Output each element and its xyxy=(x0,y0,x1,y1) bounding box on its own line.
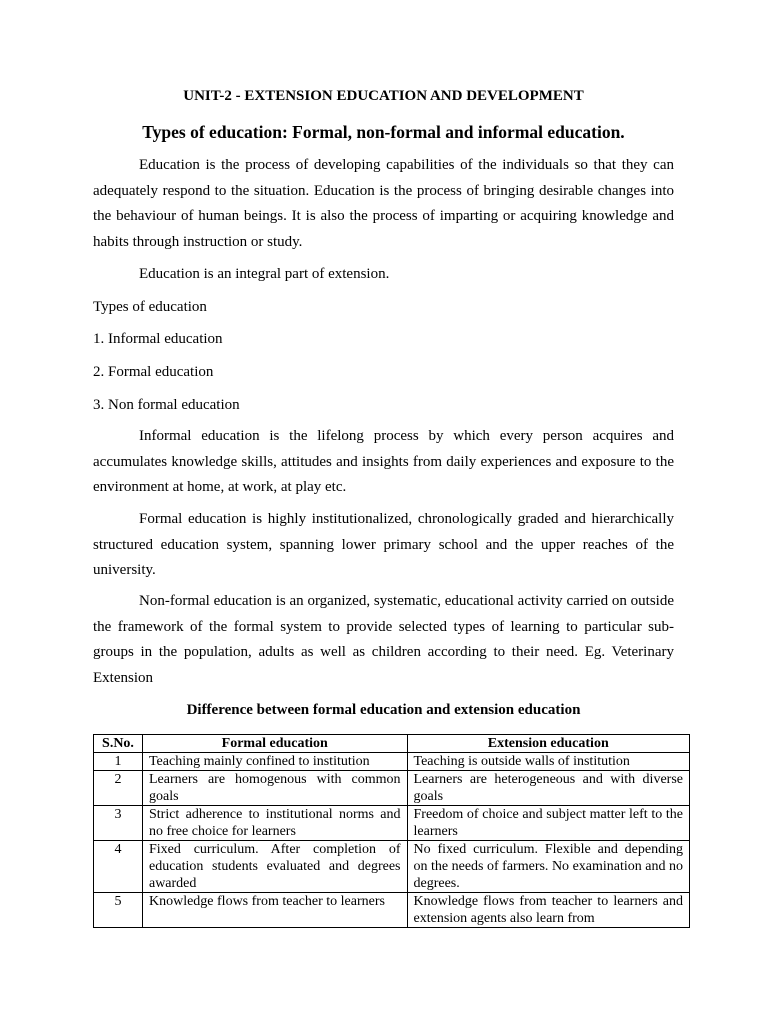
informal-paragraph: Informal education is the lifelong process by which every person acquires and accumulates knowledge skills, attitudes and insights from daily experiences and exposure to the environment at home, at work, at play etc. xyxy=(93,428,674,495)
table-row xyxy=(94,841,690,893)
integral-paragraph: Education is an integral part of extension. xyxy=(139,266,390,282)
formal-paragraph: Formal education is highly institutionalized, chronologically graded and hierarchically structured education system, spanning lower primary school and the upper reaches of the university. xyxy=(93,511,674,578)
cell-extension: Knowledge flows from teacher to learners and extension agents also learn from xyxy=(407,893,690,928)
header-extension: Extension education xyxy=(407,735,690,753)
cell-sno: 2 xyxy=(94,771,143,806)
cell-sno: 3 xyxy=(94,806,143,841)
cell-formal: Fixed curriculum. After completion of education students evaluated and degrees awarded xyxy=(142,841,407,893)
table-header-row xyxy=(94,735,690,753)
intro-paragraph: Education is the process of developing capabilities of the individuals so that they can adequately respond to the situation. Education is the process of bringing desirable changes into the behaviour of human beings. It is also the process of imparting or acquiring knowledge and habits through instruction or study. xyxy=(93,157,674,250)
table-row xyxy=(94,753,690,771)
unit-title: UNIT-2 - EXTENSION EDUCATION AND DEVELOPMENT xyxy=(183,88,584,104)
type-item-3: 3. Non formal education xyxy=(93,397,240,413)
cell-formal: Teaching mainly confined to institution xyxy=(142,753,407,771)
cell-extension: Freedom of choice and subject matter left to the learners xyxy=(407,806,690,841)
type-item-2: 2. Formal education xyxy=(93,364,214,380)
table-row xyxy=(94,771,690,806)
cell-formal: Learners are homogenous with common goals xyxy=(142,771,407,806)
types-heading: Types of education xyxy=(93,299,207,315)
cell-sno: 1 xyxy=(94,753,143,771)
main-title: Types of education: Formal, non-formal and informal education. xyxy=(142,122,625,142)
header-formal: Formal education xyxy=(142,735,407,753)
nonformal-paragraph: Non-formal education is an organized, systematic, educational activity carried on outside the framework of the formal system to provide selected types of learning to particular sub-groups in the population, adults as well as children according to their need. Eg. Veterinary Extension xyxy=(93,593,674,686)
table-row xyxy=(94,893,690,928)
cell-extension: Learners are heterogeneous and with diverse goals xyxy=(407,771,690,806)
cell-extension: Teaching is outside walls of institution xyxy=(407,753,690,771)
cell-formal: Knowledge flows from teacher to learners xyxy=(142,893,407,928)
type-item-1: 1. Informal education xyxy=(93,331,223,347)
comparison-table xyxy=(93,734,690,928)
cell-extension: No fixed curriculum. Flexible and depending on the needs of farmers. No examination and no degrees. xyxy=(407,841,690,893)
cell-formal: Strict adherence to institutional norms and no free choice for learners xyxy=(142,806,407,841)
cell-sno: 4 xyxy=(94,841,143,893)
table-row xyxy=(94,806,690,841)
header-sno: S.No. xyxy=(94,735,143,753)
table-title: Difference between formal education and extension education xyxy=(186,702,581,718)
cell-sno: 5 xyxy=(94,893,143,928)
